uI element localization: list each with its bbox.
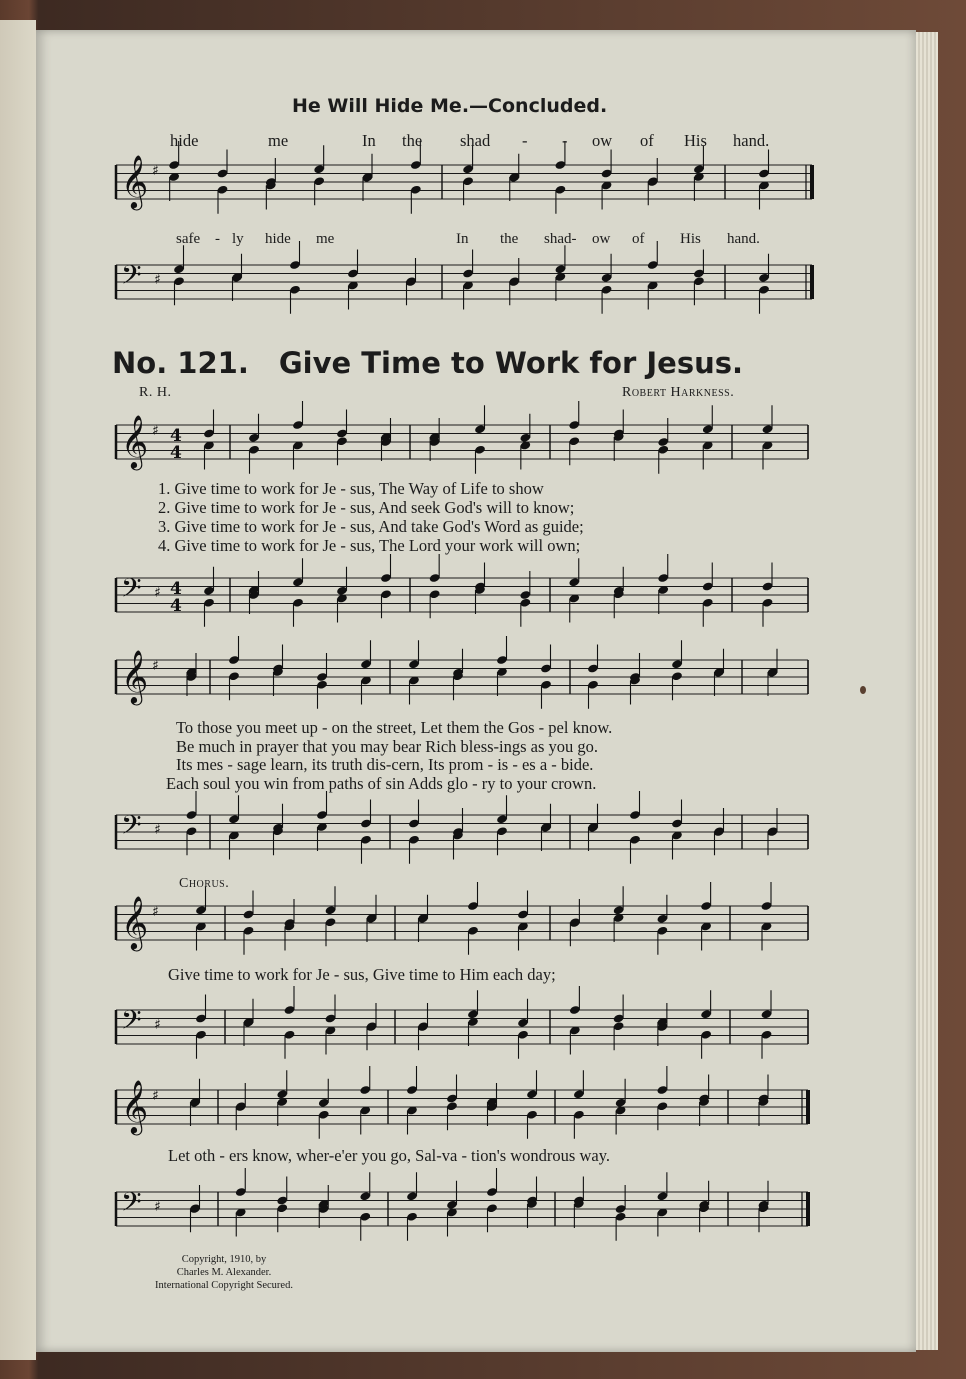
copyright-line-1: Copyright, 1910, by xyxy=(181,1254,267,1265)
concluded-lower-word: ow xyxy=(592,231,611,247)
concluded-upper-word: the xyxy=(402,131,423,150)
verse-line-1b: To those you meet up - on the street, Let them the Gos - pel know. xyxy=(176,718,613,737)
concluded-lower-word: shad- xyxy=(544,231,577,247)
concluded-upper-word: of xyxy=(640,131,654,150)
hymn-number: No. 121. xyxy=(112,346,249,380)
key-signature-sharp: ♯ xyxy=(154,1199,161,1215)
concluded-upper-word: ow xyxy=(592,131,613,150)
treble-clef: 𝄞 xyxy=(121,1079,149,1133)
time-signature-top: 4 xyxy=(170,579,182,599)
key-signature-sharp: ♯ xyxy=(152,163,159,179)
key-signature-sharp: ♯ xyxy=(152,904,159,920)
verse-line-2b: Be much in prayer that you may bear Rich bless-ings as you go. xyxy=(176,737,599,756)
key-signature-sharp: ♯ xyxy=(154,585,161,601)
verse-line-3a: 3. Give time to work for Je - sus, And take God's Word as guide; xyxy=(158,517,584,536)
concluded-lower-word: of xyxy=(632,231,645,247)
concluded-upper-word: shad xyxy=(460,131,491,150)
key-signature-sharp: ♯ xyxy=(154,1017,161,1033)
concluded-lower-word: safe xyxy=(176,231,201,247)
concluded-lower-word: - xyxy=(215,231,220,247)
hymn-heading xyxy=(112,346,743,380)
chorus-line-1: Give time to work for Je - sus, Give time to Him each day; xyxy=(168,965,556,984)
treble-clef: 𝄞 xyxy=(121,414,149,468)
treble-clef: 𝄞 xyxy=(121,895,149,949)
time-signature-bottom: 4 xyxy=(170,596,182,616)
key-signature-sharp: ♯ xyxy=(154,822,161,838)
bass-clef: 𝄢 xyxy=(121,1186,142,1224)
chorus-label: Chorus. xyxy=(179,876,230,891)
treble-clef: 𝄞 xyxy=(121,154,149,208)
copyright-line-2: Charles M. Alexander. xyxy=(176,1267,272,1278)
bass-clef: 𝄢 xyxy=(121,1004,142,1042)
lyricist-credit: R. H. xyxy=(139,385,172,400)
concluded-upper-word: - xyxy=(522,131,528,150)
bass-clef: 𝄢 xyxy=(121,259,142,297)
key-signature-sharp: ♯ xyxy=(152,423,159,439)
concluded-lower-word: In xyxy=(456,231,469,247)
key-signature-sharp: ♯ xyxy=(152,1088,159,1104)
verse-line-2a: 2. Give time to work for Je - sus, And seek God's will to know; xyxy=(158,498,575,517)
concluded-upper-word: me xyxy=(268,131,289,150)
verse-line-3b: Its mes - sage learn, its truth dis-cern, Its prom - is - es a - bide. xyxy=(176,755,594,774)
composer-credit: Robert Harkness. xyxy=(622,385,735,400)
time-signature-top: 4 xyxy=(170,426,182,446)
concluded-lower-word: me xyxy=(316,231,335,247)
bass-clef: 𝄢 xyxy=(121,572,142,610)
verse-line-4a: 4. Give time to work for Je - sus, The Lord your work will own; xyxy=(158,536,581,555)
key-signature-sharp: ♯ xyxy=(154,272,161,288)
chorus-line-2: Let oth - ers know, wher-e'er you go, Sal-va - tion's wondrous way. xyxy=(168,1146,610,1165)
concluded-upper-word: In xyxy=(362,131,376,150)
bass-clef: 𝄢 xyxy=(121,809,142,847)
treble-clef: 𝄞 xyxy=(121,649,149,703)
copyright-line-3: International Copyright Secured. xyxy=(155,1280,293,1291)
concluded-title: He Will Hide Me.—Concluded. xyxy=(292,95,608,117)
key-signature-sharp: ♯ xyxy=(152,658,159,674)
hymn-title: Give Time to Work for Jesus. xyxy=(278,346,744,380)
concluded-upper-word: hide xyxy=(170,131,199,150)
verse-line-1a: 1. Give time to work for Je - sus, The Way of Life to show xyxy=(158,479,544,498)
verse-line-4b: Each soul you win from paths of sin Adds glo - ry to your crown. xyxy=(166,774,597,793)
page-blemish xyxy=(860,686,866,694)
concluded-upper-word: - xyxy=(562,131,568,150)
concluded-lower-word: ly xyxy=(232,231,244,247)
copyright-notice xyxy=(124,1253,324,1292)
concluded-lower-word: hand. xyxy=(727,231,760,247)
time-signature-bottom: 4 xyxy=(170,443,182,463)
concluded-lower-word: the xyxy=(500,231,519,247)
concluded-upper-word: His xyxy=(684,131,707,150)
concluded-lower-word: hide xyxy=(265,231,291,247)
concluded-lower-word: His xyxy=(680,231,701,247)
concluded-upper-word: hand. xyxy=(733,131,770,150)
